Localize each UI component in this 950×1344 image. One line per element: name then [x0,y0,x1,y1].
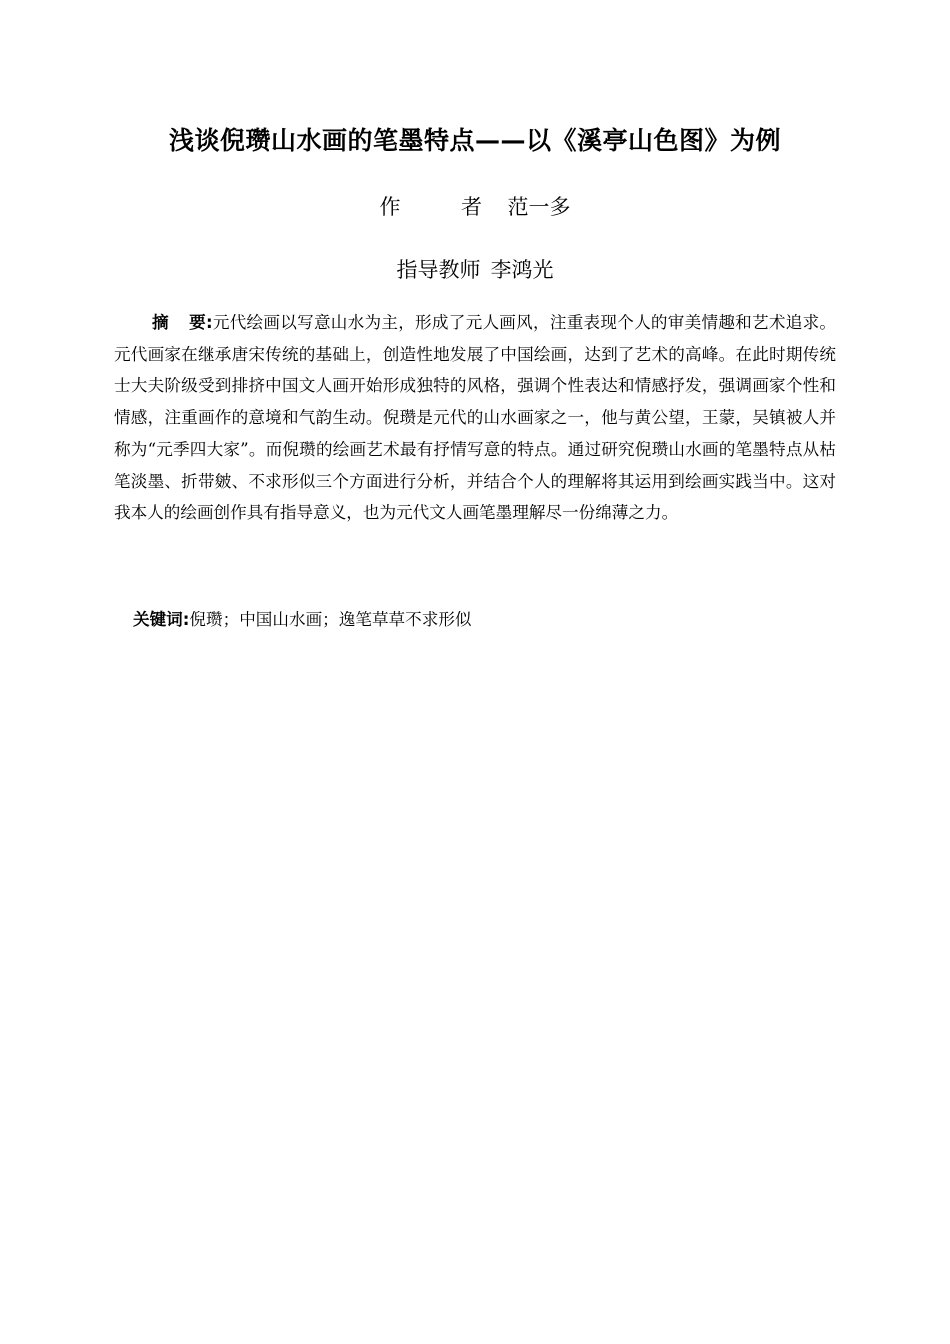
advisor-name: 李鸿光 [490,258,554,282]
abstract-text: 元代绘画以写意山水为主，形成了元人画风，注重表现个人的审美情趣和艺术追求。元代画家在继承唐宋传统的基础上，创造性地发展了中国绘画，达到了艺术的高峰。在此时期传统士大夫阶级受到排挤中国文人画开始形成独特的风格，强调个性表达和情感抒发，强调画家个性和情感，注重画作的意境和气韵生动。倪瓒是元代的山水画家之一，他与黄公望，王蒙，吴镇被人并称为“元季四大家”。而倪瓒的绘画艺术最有抒情写意的特点。通过研究倪瓒山水画的笔墨特点从枯笔淡墨、折带皴、不求形似三个方面进行分析，并结合个人的理解将其运用到绘画实践当中。这对我本人的绘画创作具有指导意义，也为元代文人画笔墨理解尽一份绵薄之力。 [114,313,837,523]
author-label-char-2: 者 [461,195,482,219]
advisor-line [0,253,950,287]
abstract-label-colon: : [205,313,213,332]
keywords-text: 倪瓒；中国山水画；逸笔草草不求形似 [189,610,472,629]
keywords-label: 关键词: [133,610,190,629]
abstract-paragraph [114,307,836,529]
paper-title: 浅谈倪瓒山水画的笔墨特点——以《溪亭山色图》为例 [168,126,781,155]
author-name: 范一多 [507,195,571,219]
author-label-char-1: 作 [379,195,401,219]
advisor-label: 指导教师 [396,258,481,282]
abstract-label-char-2: 要 [188,313,206,332]
abstract-label-char-1: 摘 [152,313,169,332]
author-line [0,190,950,224]
keywords-line [133,604,833,636]
abstract-label [152,313,213,332]
